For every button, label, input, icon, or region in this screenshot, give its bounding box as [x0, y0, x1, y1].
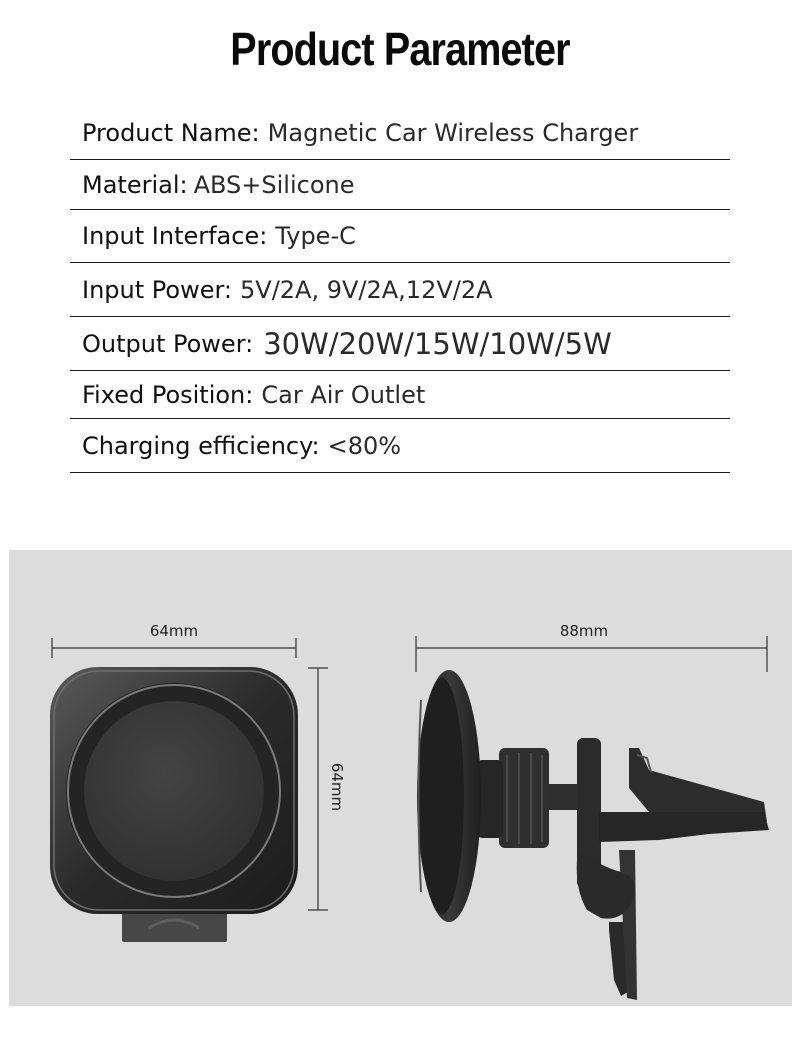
- spec-row-product-name: [70, 106, 730, 160]
- dimension-diagram: [9, 550, 792, 1006]
- side-width-dimension: [416, 622, 767, 672]
- spec-value: ABS+Silicone: [193, 170, 355, 199]
- spec-label: Input Interface:: [82, 222, 268, 250]
- spec-table: [70, 106, 730, 473]
- dimension-drawing: [9, 550, 792, 1006]
- vent-clip-upper-arm: [629, 748, 767, 822]
- spec-label: Input Power:: [82, 275, 232, 304]
- spec-value: <80%: [327, 431, 402, 460]
- spec-label: Material:: [82, 170, 188, 199]
- spec-value: Type-C: [275, 222, 356, 250]
- front-height-label: 64mm: [328, 762, 346, 812]
- charger-front-view: [50, 667, 298, 942]
- spec-value: 5V/2A, 9V/2A,12V/2A: [240, 275, 493, 304]
- front-height-dimension: [308, 668, 346, 910]
- front-width-dimension: [52, 622, 296, 658]
- spec-row-charging-efficiency: [70, 419, 730, 473]
- spec-row-input-interface: [70, 210, 730, 263]
- front-width-label: 64mm: [149, 622, 199, 640]
- spec-value: Car Air Outlet: [261, 380, 426, 409]
- spec-row-fixed-position: [70, 371, 730, 419]
- spec-label: Product Name:: [82, 118, 260, 147]
- side-width-label: 88mm: [559, 622, 609, 640]
- spec-label: Output Power:: [82, 329, 254, 358]
- spec-label: Fixed Position:: [82, 380, 254, 409]
- page-title: Product Parameter: [230, 23, 570, 75]
- charger-magnetic-face: [84, 701, 264, 881]
- spec-row-output-power: [70, 317, 730, 371]
- spec-value: 30W/20W/15W/10W/5W: [263, 326, 612, 361]
- spec-row-material: [70, 160, 730, 210]
- vent-clip-lower-arm: [599, 812, 769, 842]
- charger-side-view: [417, 670, 769, 1000]
- spec-label: Charging efficiency:: [82, 431, 320, 460]
- spec-row-input-power: [70, 263, 730, 317]
- spec-value: Magnetic Car Wireless Charger: [267, 118, 639, 147]
